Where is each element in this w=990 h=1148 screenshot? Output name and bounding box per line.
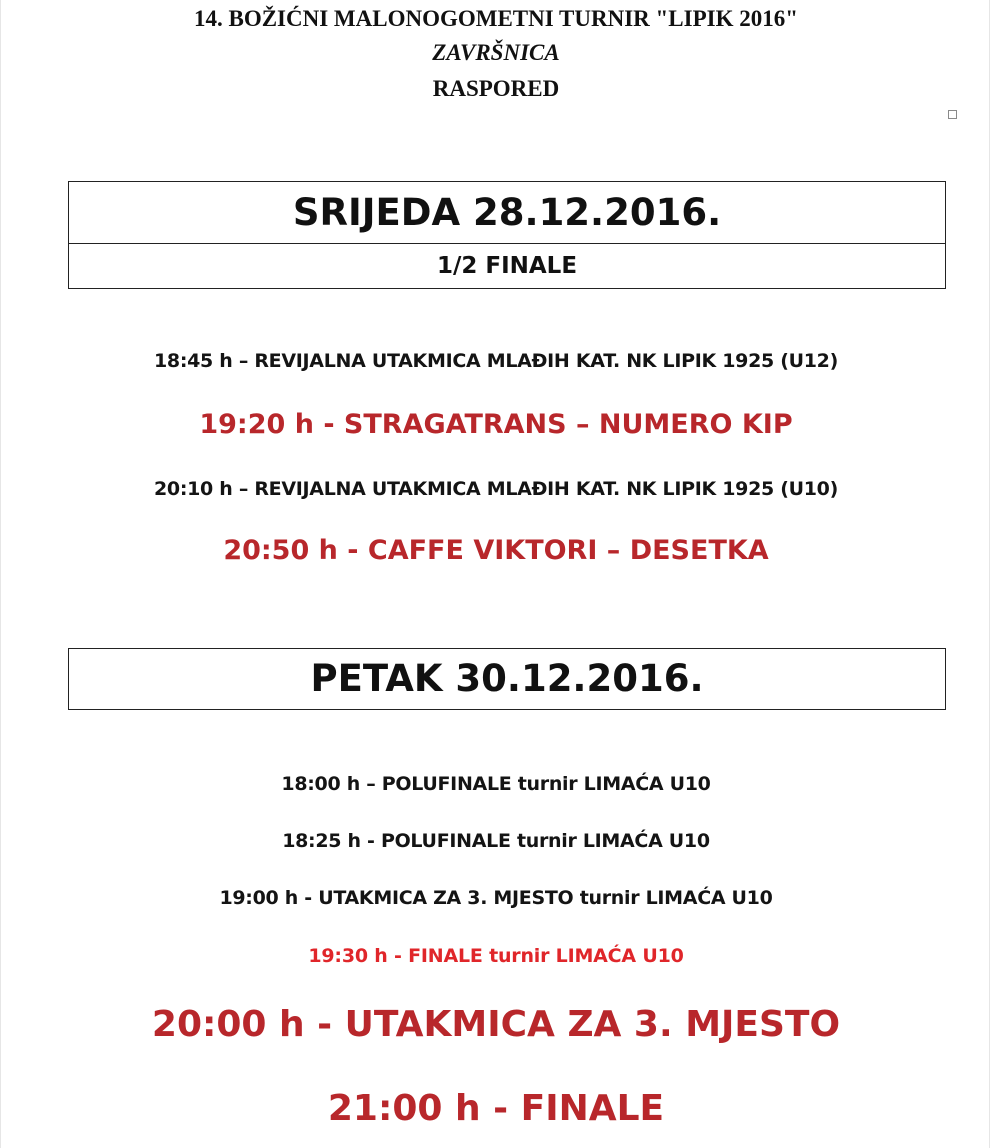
schedule-item: 21:00 h - FINALE bbox=[327, 1088, 665, 1129]
schedule-item: 19:20 h - STRAGATRANS – NUMERO KIP bbox=[199, 409, 793, 440]
day-header-friday bbox=[68, 648, 946, 710]
day-header-wednesday bbox=[68, 181, 946, 289]
day-title: SRIJEDA 28.12.2016. bbox=[292, 191, 722, 234]
schedule-item: 18:45 h – REVIJALNA UTAKMICA MLAĐIH KAT. NK LIPIK 1925 (U12) bbox=[154, 350, 838, 372]
schedule-item: 19:30 h - FINALE turnir LIMAĆA U10 bbox=[308, 945, 684, 967]
day-title: PETAK 30.12.2016. bbox=[310, 657, 704, 700]
schedule-item: 19:00 h - UTAKMICA ZA 3. MJESTO turnir LIMAĆA U10 bbox=[219, 887, 773, 909]
checkbox-icon[interactable] bbox=[948, 110, 957, 119]
schedule-item: 18:00 h – POLUFINALE turnir LIMAĆA U10 bbox=[281, 773, 711, 795]
schedule-heading: RASPORED bbox=[432, 76, 560, 101]
schedule-item: 20:50 h - CAFFE VIKTORI – DESETKA bbox=[223, 535, 769, 566]
tournament-subtitle: ZAVRŠNICA bbox=[432, 40, 560, 65]
schedule-item: 20:00 h - UTAKMICA ZA 3. MJESTO bbox=[151, 1004, 841, 1045]
schedule-item: 18:25 h - POLUFINALE turnir LIMAĆA U10 bbox=[282, 830, 710, 852]
schedule-item: 20:10 h – REVIJALNA UTAKMICA MLAĐIH KAT. NK LIPIK 1925 (U10) bbox=[154, 478, 838, 500]
tournament-title: 14. BOŽIĆNI MALONOGOMETNI TURNIR "LIPIK 2016" bbox=[193, 6, 798, 31]
day-phase: 1/2 FINALE bbox=[69, 243, 945, 288]
